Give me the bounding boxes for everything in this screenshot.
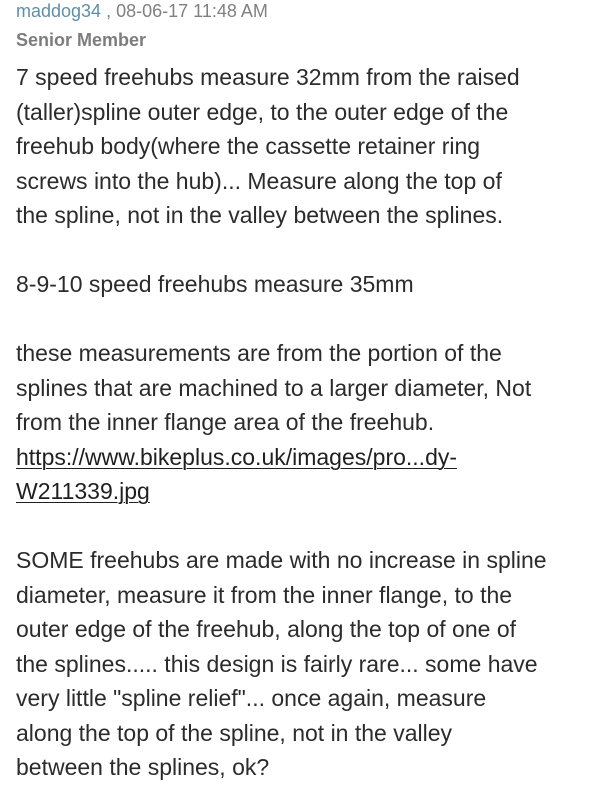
text-line: (taller)spline outer edge, to the outer edge of the [16, 98, 509, 125]
image-link-continued[interactable] [16, 474, 592, 509]
post-header [16, 0, 592, 22]
text-line: diameter, measure it from the inner flange, to the [16, 581, 513, 608]
forum-post [16, 0, 592, 785]
paragraph-gap [16, 302, 592, 337]
post-body [16, 60, 592, 785]
text-line: the splines..... this design is fairly rare... some have [16, 650, 538, 677]
image-link[interactable] [16, 440, 592, 475]
text-line: 8-9-10 speed freehubs measure 35mm [16, 271, 414, 297]
paragraph-gap [16, 233, 592, 268]
post-timestamp: 08-06-17 11:48 AM [116, 1, 268, 21]
text-line: SOME freehubs are made with no increase in spline [16, 547, 547, 573]
text-line: along the top of the spline, not in the valley [16, 719, 453, 746]
text-line: very little "spline relief"... once again, measure [16, 685, 487, 711]
text-line: screws into the hub)... Measure along the top of [16, 167, 502, 194]
header-separator: , [101, 1, 117, 21]
text-line: between the splines, ok? [16, 754, 270, 780]
text-line: these measurements are from the portion of the [16, 340, 502, 366]
image-link-line[interactable]: https://www.bikeplus.co.uk/images/pro...dy- [16, 443, 458, 470]
paragraph-freehub-8-9-10-speed [16, 267, 592, 302]
text-line: splines that are machined to a larger diameter, Not [16, 374, 532, 401]
paragraph-measurement-note [16, 336, 592, 509]
image-link-line[interactable]: W211339.jpg [16, 478, 150, 504]
user-title: Senior Member [16, 30, 147, 50]
text-line: outer edge of the freehub, along the top of one of [16, 616, 517, 642]
text-line: the spline, not in the valley between the splines. [16, 202, 504, 228]
paragraph-rare-design [16, 543, 592, 785]
username-link[interactable]: maddog34 [16, 1, 102, 21]
paragraph-gap [16, 509, 592, 544]
text-line: 7 speed freehubs measure 32mm from the raised [16, 64, 520, 90]
text-line: freehub body(where the cassette retainer ring [16, 133, 481, 159]
paragraph-freehub-7-speed [16, 60, 592, 233]
text-line: from the inner flange area of the freehub. [16, 409, 435, 435]
